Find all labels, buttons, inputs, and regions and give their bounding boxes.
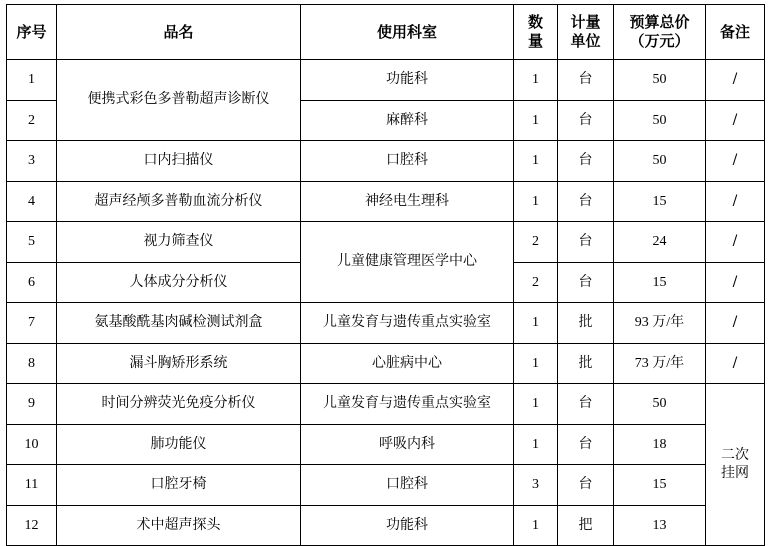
cell-no: 9 — [7, 384, 57, 425]
cell-budget: 15 — [614, 465, 706, 506]
cell-no: 11 — [7, 465, 57, 506]
cell-remark: / — [706, 343, 765, 384]
cell-budget: 15 — [614, 262, 706, 303]
cell-unit: 批 — [558, 303, 614, 344]
cell-name: 人体成分分析仪 — [57, 262, 301, 303]
cell-name: 超声经颅多普勒血流分析仪 — [57, 181, 301, 222]
cell-name: 口内扫描仪 — [57, 141, 301, 182]
cell-unit: 台 — [558, 100, 614, 141]
cell-qty: 1 — [514, 181, 558, 222]
cell-dept: 麻醉科 — [301, 100, 514, 141]
cell-unit: 台 — [558, 222, 614, 263]
cell-unit: 台 — [558, 141, 614, 182]
cell-qty: 1 — [514, 384, 558, 425]
table-row — [7, 424, 765, 465]
header-budget: 预算总价 （万元） — [614, 5, 706, 60]
cell-name: 术中超声探头 — [57, 505, 301, 546]
cell-remark: / — [706, 222, 765, 263]
cell-remark: / — [706, 262, 765, 303]
cell-unit: 台 — [558, 181, 614, 222]
cell-no: 12 — [7, 505, 57, 546]
table-row — [7, 141, 765, 182]
cell-remark: / — [706, 100, 765, 141]
table-row — [7, 222, 765, 263]
cell-name: 漏斗胸矫形系统 — [57, 343, 301, 384]
cell-unit: 台 — [558, 60, 614, 101]
cell-dept: 神经电生理科 — [301, 181, 514, 222]
cell-unit: 台 — [558, 384, 614, 425]
table-row — [7, 384, 765, 425]
cell-no: 8 — [7, 343, 57, 384]
table-header-row — [7, 5, 765, 60]
cell-no: 6 — [7, 262, 57, 303]
header-qty: 数 量 — [514, 5, 558, 60]
cell-dept: 功能科 — [301, 505, 514, 546]
table-row — [7, 343, 765, 384]
cell-qty: 1 — [514, 424, 558, 465]
cell-dept: 口腔科 — [301, 465, 514, 506]
cell-budget: 50 — [614, 100, 706, 141]
cell-qty: 1 — [514, 100, 558, 141]
table-row — [7, 60, 765, 101]
cell-qty: 2 — [514, 222, 558, 263]
cell-budget: 50 — [614, 60, 706, 101]
cell-qty: 2 — [514, 262, 558, 303]
header-unit: 计量 单位 — [558, 5, 614, 60]
cell-name: 便携式彩色多普勒超声诊断仪 — [57, 60, 301, 141]
cell-unit: 台 — [558, 424, 614, 465]
table-row — [7, 465, 765, 506]
header-remark: 备注 — [706, 5, 765, 60]
cell-unit: 台 — [558, 262, 614, 303]
cell-dept: 心脏病中心 — [301, 343, 514, 384]
cell-no: 10 — [7, 424, 57, 465]
cell-remark: / — [706, 303, 765, 344]
table-row — [7, 181, 765, 222]
cell-unit: 台 — [558, 465, 614, 506]
cell-remark: / — [706, 60, 765, 101]
cell-qty: 1 — [514, 60, 558, 101]
cell-qty: 1 — [514, 141, 558, 182]
header-dept: 使用科室 — [301, 5, 514, 60]
cell-name: 肺功能仪 — [57, 424, 301, 465]
cell-no: 1 — [7, 60, 57, 101]
cell-budget: 18 — [614, 424, 706, 465]
cell-name: 视力筛查仪 — [57, 222, 301, 263]
cell-qty: 3 — [514, 465, 558, 506]
procurement-table — [6, 4, 765, 546]
cell-dept: 儿童健康管理医学中心 — [301, 222, 514, 303]
cell-remark: / — [706, 181, 765, 222]
cell-dept: 呼吸内科 — [301, 424, 514, 465]
cell-no: 5 — [7, 222, 57, 263]
cell-no: 2 — [7, 100, 57, 141]
cell-budget: 73 万/年 — [614, 343, 706, 384]
cell-budget: 50 — [614, 141, 706, 182]
cell-qty: 1 — [514, 343, 558, 384]
cell-unit: 批 — [558, 343, 614, 384]
cell-no: 7 — [7, 303, 57, 344]
cell-remark: 二次 挂网 — [706, 384, 765, 546]
cell-qty: 1 — [514, 505, 558, 546]
cell-qty: 1 — [514, 303, 558, 344]
cell-unit: 把 — [558, 505, 614, 546]
cell-dept: 儿童发育与遗传重点实验室 — [301, 384, 514, 425]
header-name: 品名 — [57, 5, 301, 60]
cell-budget: 13 — [614, 505, 706, 546]
cell-name: 口腔牙椅 — [57, 465, 301, 506]
table-row — [7, 505, 765, 546]
cell-remark: / — [706, 141, 765, 182]
cell-no: 3 — [7, 141, 57, 182]
cell-name: 氨基酸酰基肉碱检测试剂盒 — [57, 303, 301, 344]
cell-budget: 15 — [614, 181, 706, 222]
table-row — [7, 303, 765, 344]
cell-name: 时间分辨荧光免疫分析仪 — [57, 384, 301, 425]
cell-dept: 口腔科 — [301, 141, 514, 182]
header-no: 序号 — [7, 5, 57, 60]
cell-no: 4 — [7, 181, 57, 222]
cell-budget: 93 万/年 — [614, 303, 706, 344]
cell-budget: 24 — [614, 222, 706, 263]
cell-budget: 50 — [614, 384, 706, 425]
cell-dept: 功能科 — [301, 60, 514, 101]
cell-dept: 儿童发育与遗传重点实验室 — [301, 303, 514, 344]
